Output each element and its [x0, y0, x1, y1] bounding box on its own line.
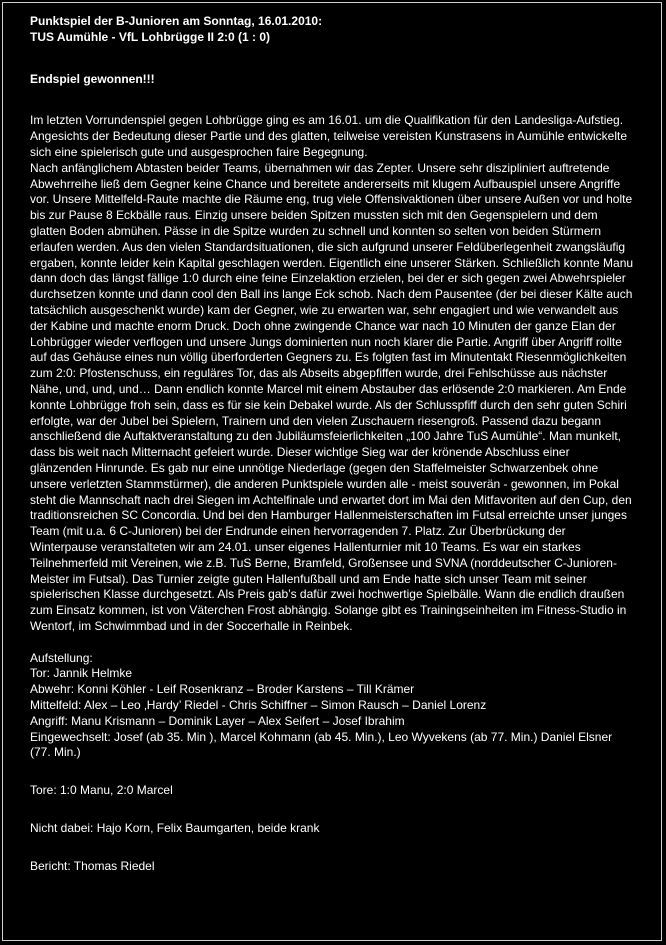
lineup-goalkeeper: Tor: Jannik Helmke — [30, 666, 133, 681]
match-title-line1: Punktspiel der B-Junioren am Sonntag, 16.01.2010: — [30, 14, 323, 28]
headline: Endspiel gewonnen!!! — [30, 71, 155, 86]
lineup-defense: Abwehr: Konni Köhler - Leif Rosenkranz – Broder Karstens – Till Krämer — [30, 682, 415, 697]
lineup-section — [30, 651, 634, 762]
report-author: Bericht: Thomas Riedel — [30, 858, 155, 873]
lineup-substitutes: Eingewechselt: Josef (ab 35. Min ), Marcel Kohmann (ab 45. Min.), Leo Wyvekens (ab 77. Min.) Daniel Elsner (77. Min.) — [30, 729, 613, 760]
lineup-heading: Aufstellung: — [30, 650, 93, 665]
report-paragraph-2: Nach anfänglichem Abtasten beider Teams, übernahmen wir das Zepter. Unsere sehr diszipliniert auftretende Abwehrreihe ließ dem Gegner keine Chance und bereitete andererseits mit klugem Aufbauspiel unsere Angriffe vor. Unsere Mittelfeld-Raute machte die Räume eng, trug viele Offensivaktionen über unsere Außen vor und holte bis zur Pause 8 Eckbälle raus. Einzig unsere beiden Spitzen mussten sich mit den Gegenspielern und dem glatten Boden abmühen. Pässe in die Spitze wurden zu schnell und konnten so selten von beiden Stürmern erlaufen werden. Aus den vielen Standardsituationen, die sich aufgrund unserer Feldüberlegenheit zwangsläufig ergaben, konnte leider kein Kapital geschlagen werden. Eigentlich eine unserer Stärken. Schließlich konnte Manu dann doch das längst fällige 1:0 durch eine feine Einzelaktion erzielen, bei der er sich gegen zwei Abwehrspieler durchsetzen konnte und dann cool den Ball ins lange Eck schob. Nach dem Pausentee (der bei dieser Kälte auch tatsächlich ausgeschenkt wurde) kam der Gegner, wie zu erwarten war, sehr engagiert und wie verwandelt aus der Kabine und machte enorm Druck. Doch ohne zwingende Chance war nach 10 Minuten der ganze Elan der Lohbrügger wieder verflogen und unsere Jungs dominierten nun noch klarer die Partie. Angriff über Angriff rollte auf das Gehäuse eines nun völlig überforderten Gegners zu. Es folgten fast im Minutentakt Riesenmöglichkeiten zum 2:0: Pfostenschuss, ein reguläres Tor, das als Abseits abgepfiffen wurde, drei Fehlschüsse aus nächster Nähe, und, und, und… Dann endlich konnte Marcel mit einem Abstauber das erlösende 2:0 markieren. Am Ende konnte Lohbrügge froh sein, dass es für sie kein Debakel wurde. Als der Schlusspfiff durch den sehr guten Schiri erfolgte, war der Jubel bei Spielern, Trainern und den vielen Zuschauern riesengroß. Passend dazu begann anschließend die Auftaktveranstaltung zu den Jubiläumsfeierlichkeiten „100 Jahre TuS Aumühle“. Man munkelt, dass bis weit nach Mitternacht gefeiert wurde. Dieser wichtige Sieg war der krönende Abschluss einer glänzenden Hinrunde. Es gab nur eine unnötige Niederlage (gegen den Staffelmeister Schwarzenbek ohne unsere verletzten Stammstürmer), die anderen Punktspiele wurden alle - meist souverän - gewonnen, im Pokal steht die Mannschaft nach drei Siegen im Achtelfinale und erwartet dort im Mai den Mitfavoriten auf den Cup, den traditionsreichen SC Concordia. Und bei den Hamburger Hallenmeisterschaften im Futsal erreichte unser junges Team (mit u.a. 6 C-Junioren) bei der Endrunde einen hervorragenden 7. Platz. Zur Überbrückung der Winterpause veranstalteten wir am 24.01. unser eigenes Hallenturnier mit 10 Teams. Es war ein starkes Teilnehmerfeld mit Vereinen, wie z.B. TuS Berne, Bramfeld, Großensee und SVNA (norddeutscher C-Junioren-Meister im Futsal). Das Turnier zeigte guten Hallenfußball und am Ende hatte sich unser Team mit seiner spielerischen Klasse durchgesetzt. Als Preis gab’s dafür zwei hochwertige Spielbälle. Wann die endlich draußen zum Einsatz kommen, ist von Väterchen Frost abhängig. Solange gibt es Trainingseinheiten im Fitness-Studio in Wentorf, im Schwimmbad und in der Soccerhalle in Reinbek. — [30, 160, 634, 633]
match-report — [30, 14, 634, 875]
goals: Tore: 1:0 Manu, 2:0 Marcel — [30, 783, 173, 798]
absent-players: Nicht dabei: Hajo Korn, Felix Baumgarten, beide krank — [30, 821, 320, 836]
lineup-attack: Angriff: Manu Krismann – Dominik Layer – Alex Seifert – Josef Ibrahim — [30, 713, 405, 728]
report-paragraph-1: Im letzten Vorrundenspiel gegen Lohbrügge ging es am 16.01. um die Qualifikation für den Landesliga-Aufstieg. Angesichts der Bedeutung dieser Partie und des glatten, teilweise vereisten Kunstrasens in Aumühle entwickelte sich eine spielerisch gute und ausgesprochen faire Begegnung. — [30, 113, 628, 159]
lineup-midfield: Mittelfeld: Alex – Leo ‚Hardy’ Riedel - Chris Schiffner – Simon Rausch – Daniel Lorenz — [30, 698, 487, 713]
match-title-line2: TUS Aumühle - VfL Lohbrügge II 2:0 (1 : 0) — [30, 29, 271, 44]
